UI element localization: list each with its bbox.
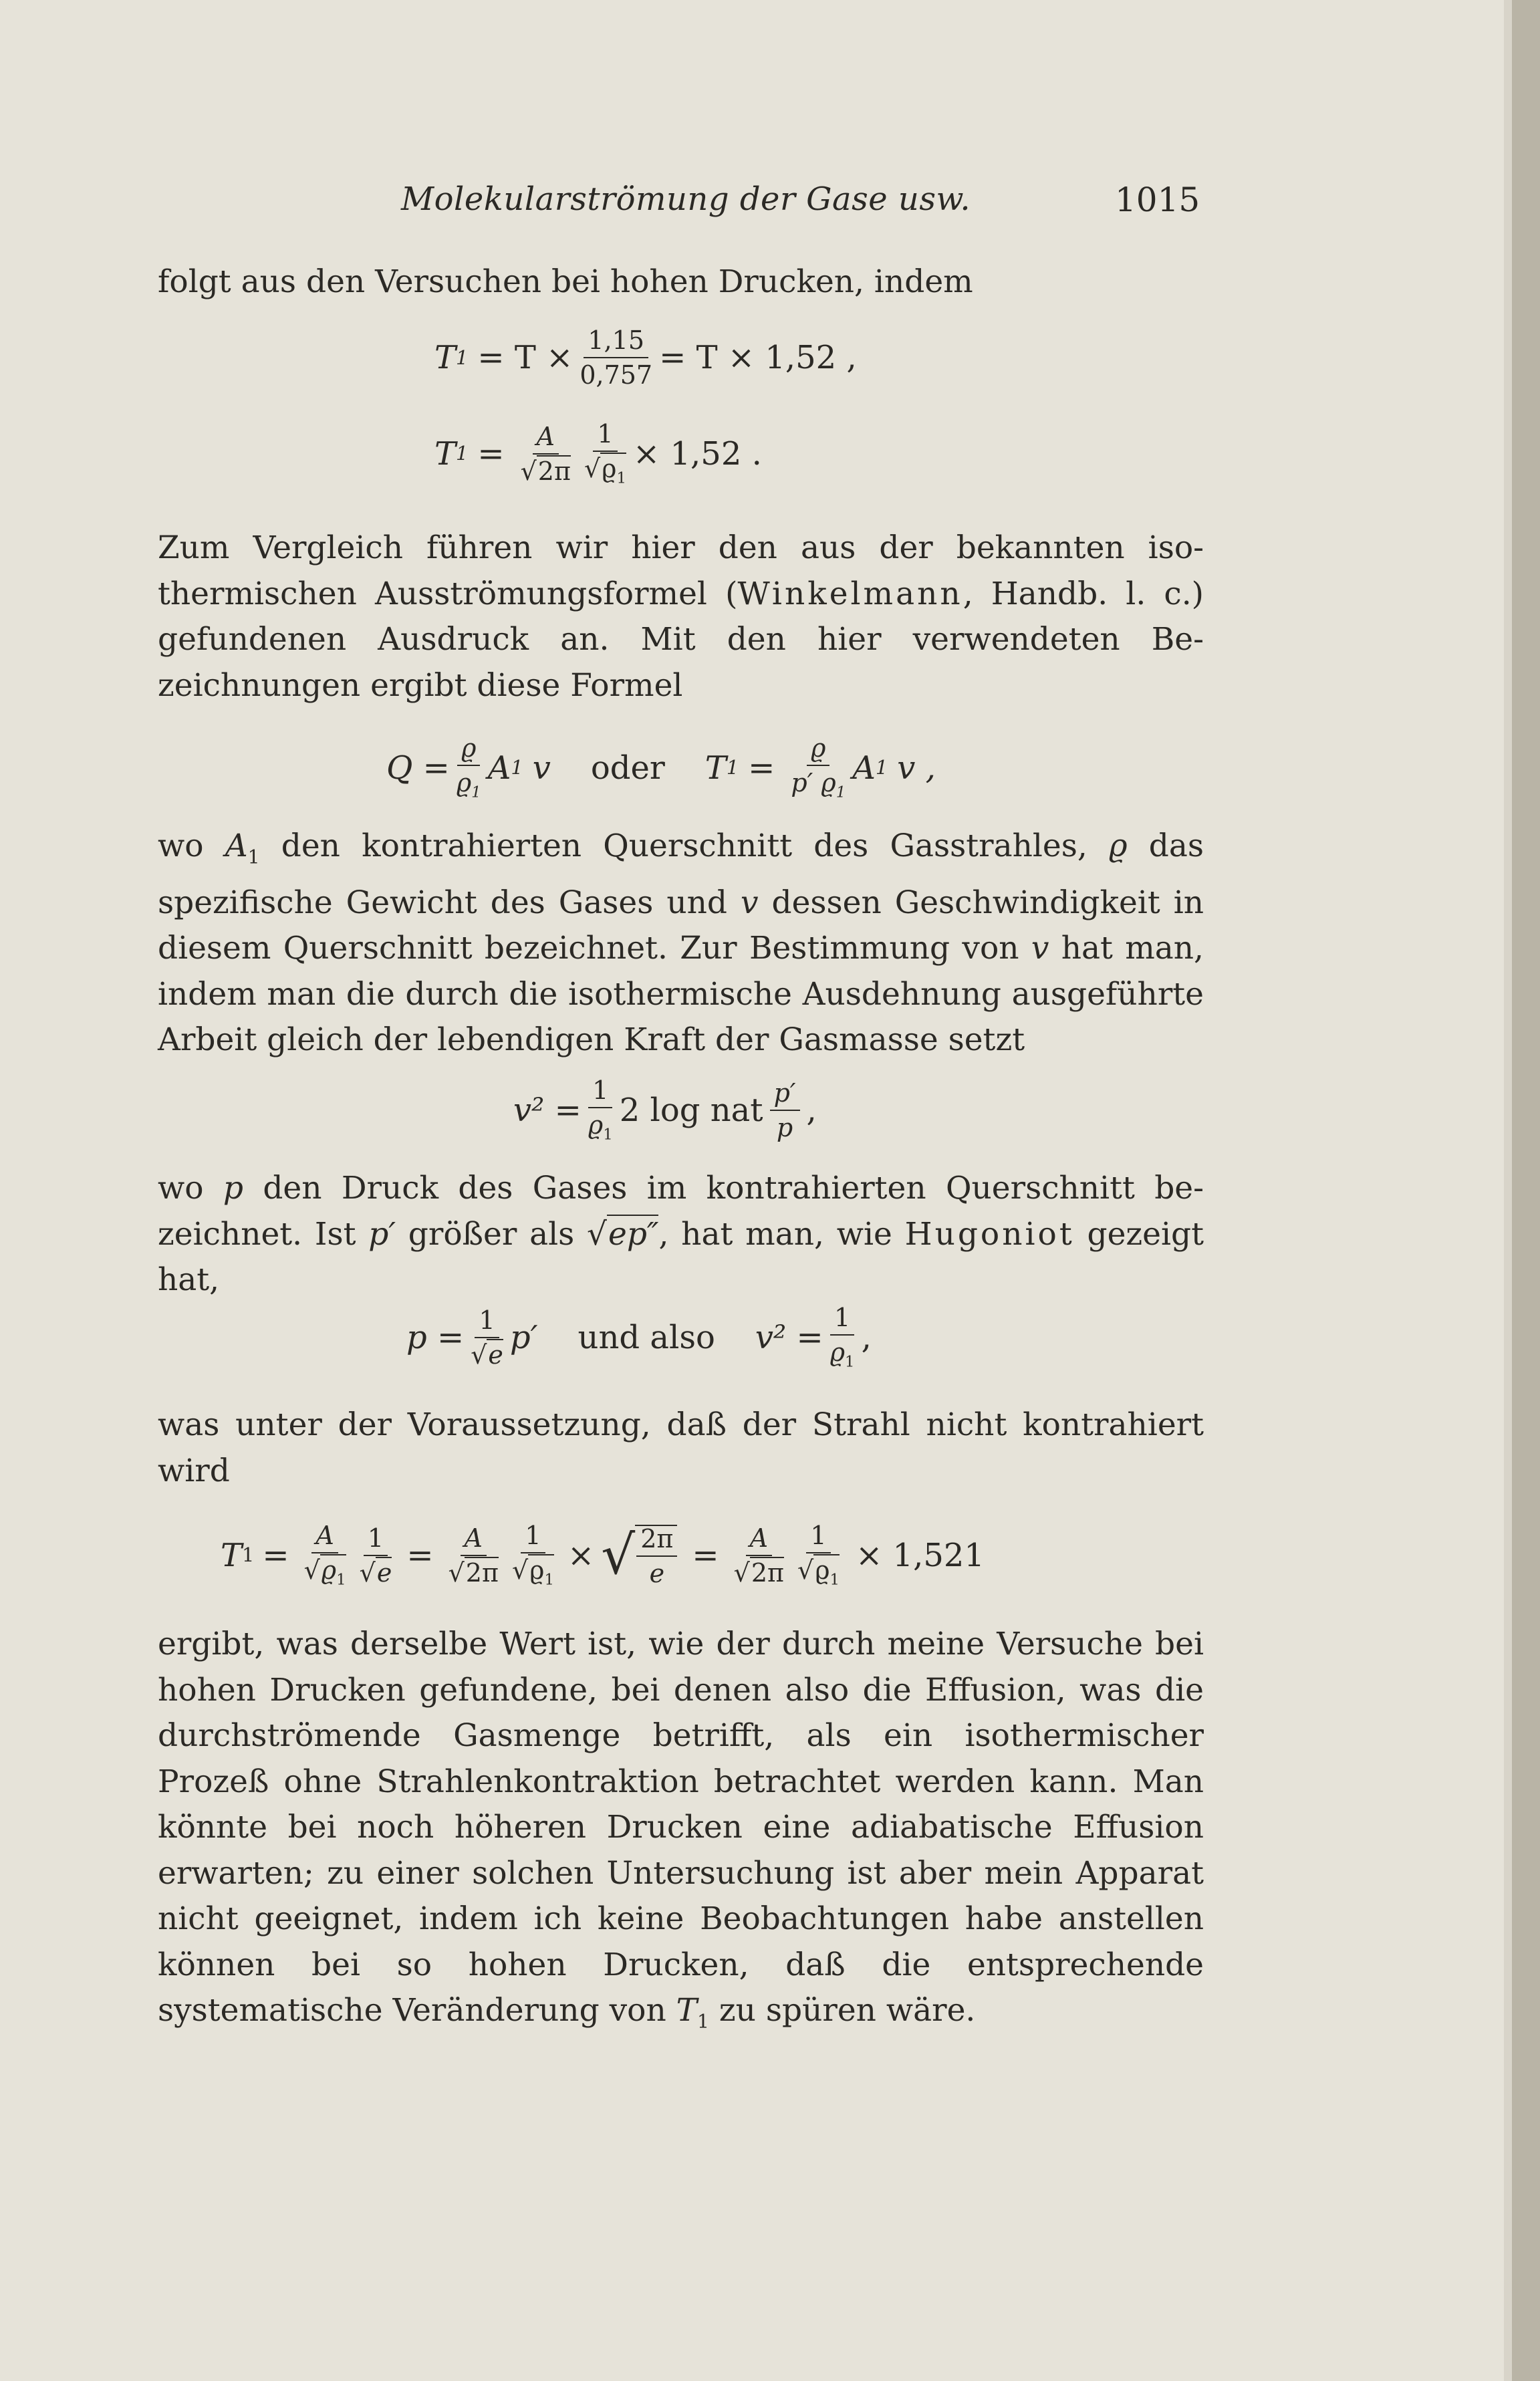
paragraph-intro: folgt aus den Versuchen bei hohen Drucken, indem: [158, 263, 973, 300]
eq6-rho-sub: 1: [336, 1571, 346, 1589]
eq6-frac-d: [512, 1523, 554, 1588]
eq6-rho2: ϱ: [529, 1555, 545, 1585]
p6-text-b: zu spüren wäre.: [709, 1992, 976, 2029]
eq5-fraction-1: [471, 1307, 503, 1368]
eq1-rhs: = T × 1,52 ,: [659, 339, 857, 376]
eq3-a2: A: [852, 749, 876, 787]
eq6-eq2: =: [406, 1536, 434, 1574]
eq6-f-num: 1: [806, 1523, 830, 1553]
paragraph-assumption: was unter der Voraussetzung, daß der Strahl nicht kontrahiert wird: [158, 1406, 1204, 1489]
page-edge: [1512, 0, 1540, 2381]
eq6-frac-b: [360, 1525, 392, 1586]
sqrt-sign: √: [797, 1555, 814, 1585]
eq2-lhs-sub: 1: [456, 442, 469, 465]
eq3-a2-sub: 1: [875, 756, 888, 779]
p3-text-c: das spezifische Gewicht des Gases und: [158, 828, 1204, 921]
eq3-q: Q =: [386, 749, 450, 787]
eq1-num: 1,15: [584, 328, 648, 358]
eq2-den1: 2π: [537, 456, 571, 486]
inline-sqrt-ep: ep″: [608, 1215, 659, 1253]
eq4-mid: 2 log nat: [619, 1091, 763, 1129]
big-sqrt-sign: √: [601, 1523, 636, 1586]
eq6-eq1: =: [262, 1536, 289, 1574]
eq6-e: e: [376, 1557, 392, 1588]
p4-text-a: wo: [158, 1170, 223, 1207]
eq1-eq: = T ×: [477, 339, 573, 376]
inline-t-sub: 1: [697, 2010, 709, 2033]
eq3-den1: ϱ: [456, 768, 472, 797]
inline-t: T: [676, 1992, 698, 2029]
eq2-den2-sub: 1: [616, 469, 627, 487]
eq3-t-sub: 1: [726, 756, 739, 779]
eq6-t: T: [221, 1536, 243, 1574]
eq5-v2: v² =: [755, 1318, 823, 1356]
eq6-rho2-sub: 1: [544, 1571, 555, 1589]
sqrt-sign: √: [359, 1557, 376, 1588]
eq6-times: ×: [567, 1536, 595, 1574]
eq6-frac-c: [448, 1525, 499, 1586]
p4-text-d: , hat man, wie: [658, 1215, 905, 1253]
page-header: [0, 180, 1512, 234]
eq6-root-num: 2π: [636, 1526, 677, 1557]
page-edge-shade: [1504, 0, 1512, 2381]
eq6-a-num: A: [311, 1523, 338, 1553]
p2-text-a: Zum Vergleich führen wir hier den aus der bekannten isothermischen Ausströmungsformel (: [158, 529, 1204, 612]
eq6-rho3: ϱ: [815, 1555, 830, 1585]
inline-a: A: [225, 828, 248, 864]
p3-text-a: wo: [158, 828, 225, 864]
equation-4: [513, 1078, 817, 1142]
equation-6: [221, 1523, 985, 1588]
eq6-frac-root: [635, 1525, 677, 1586]
paragraph-comparison: [158, 525, 1204, 709]
sqrt-sign: √: [511, 1555, 529, 1585]
sqrt-sign: √: [587, 1215, 607, 1253]
equation-5: [406, 1305, 872, 1370]
author-name-hugoniot: Hugoniot: [904, 1215, 1075, 1253]
eq4-end: ,: [806, 1091, 817, 1129]
inline-v: v: [740, 884, 759, 921]
eq5-fraction-2: [830, 1305, 855, 1370]
eq5-pprime: p′: [509, 1318, 538, 1356]
sqrt-sign: √: [448, 1557, 465, 1588]
inline-a-sub: 1: [247, 846, 260, 868]
sqrt-sign: √: [733, 1557, 750, 1588]
eq4-den: ϱ: [588, 1110, 604, 1140]
sqrt-sign: √: [471, 1340, 487, 1370]
running-title: Molekularströmung der Gase usw.: [401, 180, 971, 218]
eq6-d-num: 1: [521, 1523, 545, 1553]
p2-text-b: , Handb. l. c.) gefundenen Ausdruck an. Mit den hier verwendeten Bezeichnungen ergibt diese Formel: [158, 575, 1204, 704]
eq3-den2-sub: 1: [836, 783, 846, 801]
p4-text-c: größer als: [396, 1215, 588, 1253]
eq2-num1: A: [533, 424, 559, 455]
p4-text-b: den Druck des Gases im kontrahierten Querschnitt bezeichnet. Ist: [158, 1170, 1204, 1253]
eq5-und-also: und also: [578, 1318, 715, 1356]
eq2-num2: 1: [593, 421, 617, 452]
eq3-den2: p′ ϱ: [791, 768, 836, 797]
eq6-rho3-sub: 1: [829, 1571, 840, 1589]
eq6-c-num: A: [461, 1525, 487, 1556]
p3-text-b: den kontrahierten Querschnitt des Gasstrahles,: [259, 828, 1109, 864]
eq3-t: T: [704, 749, 727, 787]
paragraph-pressure: [158, 1166, 1204, 1303]
eq5-end: ,: [861, 1318, 872, 1356]
eq3-end: v ,: [897, 749, 936, 787]
eq6-eq3: =: [692, 1536, 719, 1574]
eq4-den-sub: 1: [603, 1126, 613, 1144]
eq6-frac-f: [797, 1523, 840, 1588]
sqrt-sign: √: [584, 454, 601, 483]
page-number: 1015: [1115, 180, 1200, 219]
paragraph-conclusion: [158, 1622, 1204, 2045]
eq5-den2-sub: 1: [845, 1353, 855, 1371]
eq3-equals: =: [748, 749, 775, 787]
eq3-num2: ϱ: [807, 735, 829, 766]
eq2-den2: ϱ: [602, 454, 617, 483]
eq2-equals: =: [477, 434, 505, 473]
eq4-fraction-1: [588, 1078, 613, 1142]
p6-text-a: ergibt, was derselbe Wert ist, wie der durch meine Versuche bei hohen Drucken gefundene, bei denen also die Effusion, was die durchströmende Gasmenge betrifft, als ein isothermischer Prozeß ohne Strahlenkontraktion betrachtet werden kann. Man könnte bei noch höheren Drucken eine adiabatische Effusion erwarten; zu einer solchen Untersuchung ist aber mein Apparat nicht geeignet, indem ich keine Beobachtungen habe anstellen können bei so hohen Drucken, daß die entsprechende systematische Veränderung von: [158, 1626, 1204, 2029]
eq4-num2: p′: [770, 1080, 800, 1111]
eq6-frac-e: [734, 1525, 784, 1586]
inline-p: p: [223, 1170, 243, 1207]
eq3-fraction-2: [791, 735, 846, 800]
equation-2: [434, 421, 762, 486]
eq1-fraction: [580, 328, 652, 388]
eq1-den: 0,757: [580, 360, 653, 390]
eq3-oder: oder: [590, 749, 665, 787]
inline-v-2: v: [1031, 930, 1049, 967]
eq3-den1-sub: 1: [471, 783, 481, 801]
eq4-lhs: v² =: [513, 1091, 582, 1129]
paragraph-definitions: [158, 824, 1204, 1063]
eq3-v: v: [532, 749, 551, 787]
eq2-rhs: × 1,52 .: [633, 434, 762, 473]
p3-text-e: hat man, indem man die durch die isothermische Ausdehnung ausgeführte Arbeit gleich der lebendigen Kraft der Gasmasse setzt: [158, 930, 1204, 1059]
equation-3: [386, 735, 936, 800]
eq1-lhs: T: [434, 339, 457, 376]
author-name-winkelmann: Winkelmann: [737, 575, 963, 612]
eq1-lhs-sub: 1: [456, 346, 469, 369]
eq3-a: A: [487, 749, 511, 787]
eq4-fraction-2: [770, 1080, 800, 1140]
eq4-den2: p: [776, 1112, 793, 1142]
eq4-num: 1: [588, 1078, 612, 1108]
eq6-b-num: 1: [364, 1525, 388, 1556]
eq3-a-sub: 1: [511, 756, 523, 779]
eq3-num1: ϱ: [457, 735, 480, 766]
eq6-2pi: 2π: [465, 1557, 499, 1588]
p4-text-e: gezeigt hat,: [158, 1215, 1204, 1298]
eq6-2pi-b: 2π: [751, 1557, 784, 1588]
eq3-fraction-1: [457, 735, 481, 800]
p3-text-d: dessen Geschwindigkeit in diesem Querschnitt bezeichnet. Zur Bestimmung von: [158, 884, 1204, 967]
eq5-num: 1: [475, 1307, 499, 1338]
sqrt-sign: √: [520, 456, 537, 486]
eq6-e-num: A: [746, 1525, 772, 1556]
eq6-end: × 1,521: [856, 1536, 985, 1574]
sqrt-sign: √: [303, 1555, 320, 1585]
eq6-frac-a: [304, 1523, 346, 1588]
eq5-num2: 1: [830, 1305, 854, 1336]
eq2-lhs: T: [434, 434, 457, 473]
eq6-root-den: e: [649, 1558, 665, 1588]
inline-pprime: p′: [368, 1215, 396, 1253]
eq5-den: e: [488, 1340, 503, 1370]
eq6-rho: ϱ: [321, 1555, 337, 1585]
eq2-fraction-1: [520, 421, 571, 486]
equation-1: [434, 328, 857, 388]
eq5-den2: ϱ: [829, 1338, 846, 1367]
eq5-lhs: p =: [406, 1318, 465, 1356]
eq6-t-sub: 1: [242, 1543, 255, 1567]
eq2-fraction-2: [584, 421, 626, 486]
inline-rho: ϱ: [1108, 828, 1128, 864]
